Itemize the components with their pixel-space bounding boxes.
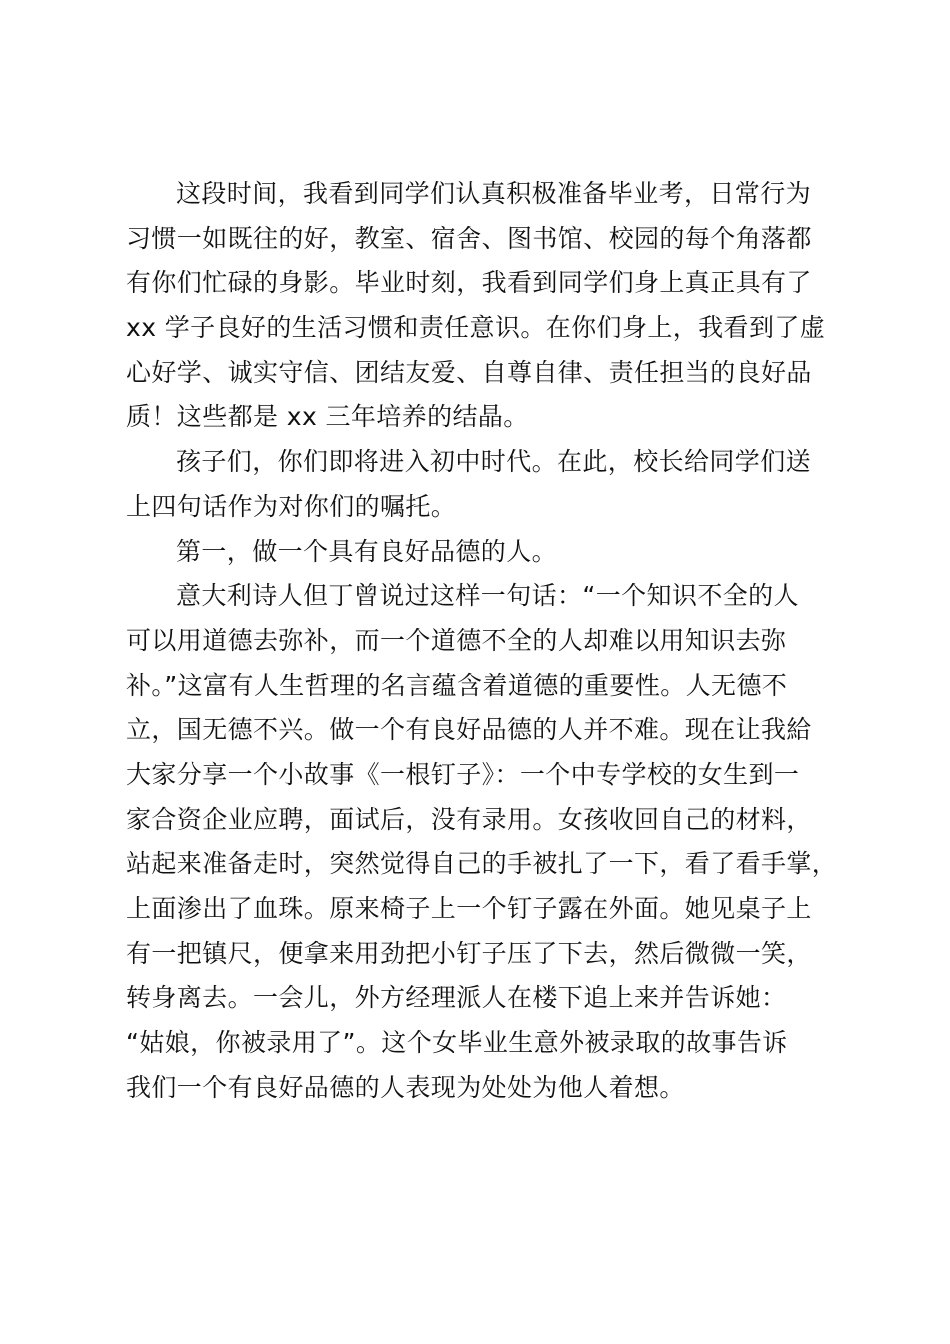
text-line: 上面渗出了血珠。原来椅子上一个钉子露在外面。她见桌子上 bbox=[126, 894, 812, 923]
paragraph-4 bbox=[126, 574, 838, 1110]
text-line: 孩子们，你们即将进入初中时代。在此，校长给同学们送 bbox=[176, 447, 812, 477]
text-line: 习惯一如既往的好，教室、宿舍、图书馆、校园的每个角落都 bbox=[126, 223, 812, 253]
text-line: 有一把镇尺，便拿来用劲把小钉子压了下去，然后微微一笑， bbox=[126, 938, 812, 968]
paragraph-1 bbox=[126, 172, 838, 440]
document-body bbox=[126, 172, 838, 1110]
text-line: 可以用道德去弥补，而一个道德不全的人却难以用知识去弥 bbox=[126, 625, 787, 655]
text-line: 站起来准备走时，突然觉得自己的手被扎了一下，看了看手掌， bbox=[126, 849, 838, 879]
text-line: 补。”这富有人生哲理的名言蕴含着道德的重要性。人无德不 bbox=[126, 670, 788, 700]
paragraph-2 bbox=[126, 440, 838, 529]
text-line: 家合资企业应聘，面试后，没有录用。女孩收回自己的材料， bbox=[126, 804, 812, 834]
paragraph-3 bbox=[126, 530, 838, 575]
text-line: 上四句话作为对你们的嘱托。 bbox=[126, 491, 457, 521]
section-heading: 第一，做一个具有良好品德的人。 bbox=[176, 536, 558, 566]
text-line: 质！这些都是 xx 三年培养的结晶。 bbox=[126, 402, 529, 432]
text-line: “姑娘，你被录用了”。这个女毕业生意外被录取的故事告诉 bbox=[126, 1028, 788, 1058]
text-line: 这段时间，我看到同学们认真积极准备毕业考，日常行为 bbox=[176, 179, 812, 208]
text-line: 转身离去。一会儿，外方经理派人在楼下追上来并告诉她： bbox=[126, 983, 787, 1013]
text-line: 我们一个有良好品德的人表现为处处为他人着想。 bbox=[126, 1072, 685, 1102]
text-line: 有你们忙碌的身影。毕业时刻，我看到同学们身上真正具有了 bbox=[126, 268, 812, 298]
text-line: 大家分享一个小故事《一根钉子》：一个中专学校的女生到一 bbox=[126, 759, 800, 789]
text-line: 意大利诗人但丁曾说过这样一句话：“一个知识不全的人 bbox=[176, 581, 799, 611]
text-line: xx 学子良好的生活习惯和责任意识。在你们身上，我看到了虚 bbox=[126, 313, 826, 343]
text-line: 心好学、诚实守信、团结友爱、自尊自律、责任担当的良好品 bbox=[126, 357, 812, 387]
text-line: 立，国无德不兴。做一个有良好品德的人并不难。现在让我給 bbox=[126, 715, 812, 745]
